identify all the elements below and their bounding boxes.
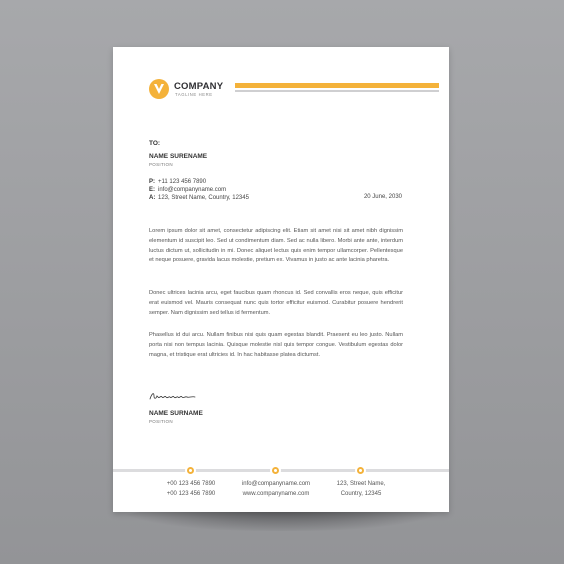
recipient-position: POSITION	[149, 162, 173, 167]
phone-icon	[185, 465, 196, 476]
footer-address	[326, 480, 396, 499]
to-label: TO:	[149, 140, 161, 147]
footer-website: www.companyname.com	[242, 490, 310, 497]
letter-date: 20 June, 2030	[363, 194, 402, 200]
footer-web	[236, 480, 316, 499]
recipient-name: NAME SURENAME	[149, 153, 208, 160]
phone-value: +11 123 456 7890	[158, 179, 207, 185]
letterhead-page	[113, 47, 449, 512]
company-logo-icon	[149, 79, 169, 99]
footer-line	[113, 469, 449, 472]
company-name: COMPANY	[174, 81, 224, 92]
body-paragraph-2: Donec ultrices lacinia arcu, eget faucibus quam rhoncus id. Sed convallis eros neque, quis efficitur erat euismod vel. Mauris consequat nunc quis tortor efficitur euismod. Curabitur posuere hendrerit semper. Nam dignissim sed tellus id fermentum.	[149, 290, 403, 316]
company-tagline: TAGLINE HERE	[175, 92, 213, 97]
email-value: info@companyname.com	[158, 187, 227, 193]
location-icon	[355, 465, 366, 476]
header-gray-bar	[235, 90, 439, 92]
signature-image	[149, 391, 199, 401]
signoff-name: NAME SURNAME	[149, 410, 203, 417]
body-paragraph-3: Phasellus id dui arcu. Nullam finibus nisi quis quam egestas blandit. Praesent eu leo justo. Nullam porta nisi non tempus lacinia. Quisque molestie nisl quis tempor congue. Vestibulum egestas dolor magna, et tristique erat ultricies id. In hac habitasse platea dictumst.	[149, 332, 403, 358]
body-paragraph-1: Lorem ipsum dolor sit amet, consectetur adipiscing elit. Etiam sit amet nisi sit amet nibh dignissim elementum id suscipit leo. Sed ut condimentum diam. Sed ac nulla libero. Morbi ante ante, interdum luctus dictum ut, sollicitudin in mi. Donec aliquet lectus quis enim tempor ullamcorper. Pellentesque et neque posuere, gravida lacus molestie, pretium ex. Vivamus in justo ac ante lacinia pharetra.	[149, 228, 403, 264]
email-label: E:	[149, 187, 155, 193]
footer-address-1: 123, Street Name,	[336, 481, 386, 487]
footer-address-2: Country, 12345	[340, 490, 382, 497]
phone-label: P:	[149, 179, 155, 185]
address-value: 123, Street Name, Country, 12345	[158, 195, 249, 201]
address-label: A:	[149, 195, 156, 201]
footer-phone	[161, 480, 221, 499]
footer-phone-1: +00 123 456 7890	[166, 481, 216, 487]
header-accent-bar	[235, 83, 439, 88]
signoff-position: POSITION	[149, 419, 173, 424]
footer-email: info@companyname.com	[241, 481, 311, 487]
email-icon	[270, 465, 281, 476]
footer-phone-2: +00 123 456 7890	[166, 490, 216, 497]
